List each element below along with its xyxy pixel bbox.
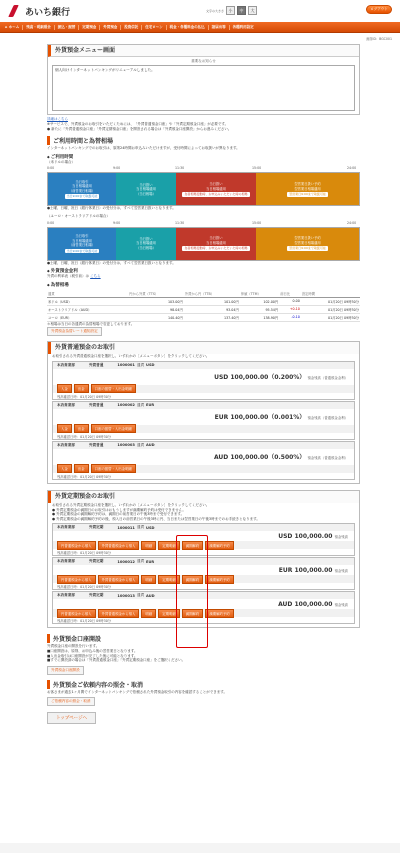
open-title: 外貨預金口座開設 [47, 634, 360, 643]
timeline-segment-2: 当日扱い 当日相場適用 （当日相場） [116, 173, 176, 205]
nav-settings[interactable]: 各種利用設定 [232, 24, 254, 29]
deposit-button[interactable]: 入金 [57, 384, 72, 393]
account-row: 本店営業部 外貨普通 1000001 通貨 USD [53, 362, 354, 369]
account-row: 本店営業部 外貨定期 1000011 通貨 USD [53, 524, 354, 531]
font-size-medium-button[interactable]: 中 [237, 6, 246, 15]
fees-line: 外貨の利率表（税引前）は こちら [47, 274, 101, 279]
time-detail-button[interactable]: 定期明細 [158, 541, 180, 550]
withdraw-button[interactable]: 出金 [74, 384, 89, 393]
menu-panel [47, 44, 360, 115]
timeline-segment-3: 当日扱い 当日相場適用 為替相場変動時、お申込みいただいた時の相場 [176, 173, 256, 205]
ordinary-panel [47, 341, 360, 484]
timeline-segment-1: 当日取引 当日相場適用 （前営業日相場） 当日9:00まで取扱可能 [48, 228, 116, 260]
rate-notification-button[interactable]: 外貨預金為替レート通知設定 [47, 327, 102, 336]
header [0, 0, 400, 22]
rates-table: 通貨 円から外貨（TTS） 外貨から円（TTB） 仲値（TTM） 前日比 設定時間 米ドル（USD） 103.00円 101.00円 102.00円 0.00 01月20日 09時30分 オーストラリアドル（AUD） 98.04円 93.04円 95.54円 +0.10 01月20日 09時30分 ユーロ（EUR） 140.40円 137.40円 138.90円 -0.10 01月20日 09時30分 [48, 291, 359, 320]
block1-label: （米ドルの場合） [47, 159, 75, 164]
account-card-aud [52, 441, 355, 480]
notice-head: 重要なお知らせ [191, 59, 216, 63]
table-row: 米ドル（USD） 103.00円 101.00円 102.00円 0.00 01月20日 09時30分 [48, 299, 359, 304]
account-row: 本店営業部 外貨普通 1000002 通貨 EUR [53, 402, 354, 409]
notice-text-2: ● 新たに「外貨普通預金口座」「外貨定期預金口座」を開設される場合は「外貨預金口座開設」からお進みください。 [47, 126, 232, 131]
highlight-box [176, 535, 208, 648]
balance-date: 残高確認日時：01月20日 09時30分 [53, 549, 354, 555]
balance-amount: USD 100,000.00 預金残高 [278, 532, 348, 540]
statement-button[interactable]: 口座の振替・入出金明細 [91, 424, 136, 433]
hours-title: ご利用時間と為替相場 [47, 136, 360, 145]
inquiry-title: 外貨預金ご依頼内容の照会・取消 [47, 680, 360, 689]
statement-button[interactable]: 口座の振替・入出金明細 [91, 464, 136, 473]
notice-box [52, 59, 355, 111]
global-nav [0, 22, 400, 33]
footer [0, 843, 400, 853]
balance-amount: EUR 100,000.00 預金残高 [278, 566, 348, 574]
deposit-from-fx-button[interactable]: 外貨普通預金から預入 [98, 575, 140, 584]
balance-date: 残高確認日時：01月20日 09時30分 [53, 473, 354, 479]
withdraw-button[interactable]: 出金 [74, 424, 89, 433]
timeline-eur-aud [47, 227, 360, 261]
account-row: 本店営業部 外貨普通 1000003 通貨 AUD [53, 442, 354, 449]
withdraw-button[interactable]: 出金 [74, 464, 89, 473]
balance-date: 残高確認日時：01月20日 09時30分 [53, 393, 354, 399]
nav-loan[interactable]: 住宅ローン [142, 25, 166, 30]
detail-button[interactable]: 明細 [141, 609, 156, 618]
nav-transfer[interactable]: 振込・振替 [55, 25, 80, 30]
deposit-from-yen-button[interactable]: 円普通預金から預入 [57, 541, 96, 550]
table-row: ユーロ（EUR） 140.40円 137.40円 138.90円 -0.10 01月20日 09時30分 [48, 315, 359, 320]
nav-notices[interactable]: 諸届出等 [209, 25, 230, 30]
open-account-button[interactable]: 外貨預金口座開設 [47, 666, 84, 675]
time-deposit-panel [47, 490, 360, 628]
font-size-switcher [206, 6, 257, 15]
fees-sub: ◆ 外貨預金金利 [47, 268, 360, 274]
rates-note: ＊相場は当日の各通貨の為替相場で変更しております。 [47, 321, 135, 326]
block2-times: 0:00 9:00 11:30 15:00 24:00 [47, 220, 357, 225]
maturity-cancel-button[interactable]: 満期解約 [182, 541, 204, 550]
block1-note: ●土曜、日曜、祝日（銀行休業日）の受付分は、すべて翌営業日扱いとなります。 [47, 206, 176, 211]
rates-sub: ◆ 為替相場 [47, 282, 360, 288]
balance-amount: EUR 100,000.00（0.001%） 預金残高（普通預金金利） [214, 414, 348, 422]
ordinary-title: 外貨普通預金のお取引 [48, 342, 359, 354]
font-size-small-button[interactable]: 小 [226, 6, 235, 15]
nav-investment[interactable]: 投資信託 [121, 25, 142, 30]
logo-mark-icon [8, 4, 22, 18]
account-row: 本店営業部 外貨定期 1000013 通貨 AUD [53, 592, 354, 599]
main-content [47, 44, 360, 724]
notice-area[interactable] [52, 65, 355, 111]
block2-note: ●土曜、日曜、祝日（銀行休業日）の受付分は、すべて翌営業日扱いとなります。 [47, 260, 176, 265]
inquiry-text: お客さまが過去1ヶ月間でインターネットバンキングで依頼された外貨預金取引の内容を確認することができます。 [47, 689, 227, 694]
balance-date: 残高確認日時：01月20日 09時30分 [53, 617, 354, 623]
nav-time-deposit[interactable]: 定期預金 [79, 25, 100, 30]
time-detail-button[interactable]: 定期明細 [158, 609, 180, 618]
logout-button[interactable]: ログアウト [366, 5, 392, 14]
deposit-button[interactable]: 入金 [57, 424, 72, 433]
maturity-cancel-button[interactable]: 満期解約 [182, 575, 204, 584]
top-page-button[interactable]: トップページへ [47, 712, 96, 724]
balance-amount: AUD 100,000.00（0.500%） 預金残高（普通預金金利） [213, 454, 348, 462]
timeline-segment-4: 翌営業日扱い予約 翌営業日相場適用 翌営業日9:00まで取扱可能 [256, 228, 359, 260]
time-detail-button[interactable]: 定期明細 [158, 575, 180, 584]
detail-button[interactable]: 明細 [141, 575, 156, 584]
deposit-button[interactable]: 入金 [57, 464, 72, 473]
bank-name: あいち銀行 [25, 7, 71, 18]
maturity-cancel-button[interactable]: 満期解約 [182, 609, 204, 618]
balance-amount: AUD 100,000.00 預金残高 [278, 600, 348, 608]
detail-button[interactable]: 明細 [141, 541, 156, 550]
notice-body: 個人向けインターネットバンキングがリニューアルしました。 [55, 68, 155, 72]
deposit-from-fx-button[interactable]: 外貨普通預金から預入 [98, 609, 140, 618]
nav-tax[interactable]: 税金・各種料金の払込 [167, 25, 209, 30]
inquiry-button[interactable]: ご依頼内容の照会・取消 [47, 697, 95, 706]
fees-link[interactable]: こちら [90, 274, 101, 279]
ordinary-text: お取引される外貨普通預金口座を選択し、いずれかの［メニューボタン］をクリックしてください。 [52, 354, 210, 359]
hours-sub: ◆ ご利用時間 [47, 154, 360, 160]
nav-foreign-deposit[interactable]: 外貨預金 [100, 25, 121, 30]
page-title: 外貨預金メニュー画面 [48, 45, 359, 57]
notice-detail-link[interactable]: 詳細はこちら [47, 117, 68, 121]
timeline-segment-3: 当日扱い 当日相場適用 為替相場変動時、お申込みいただいた時の相場 [176, 228, 256, 260]
timeline-segment-2: 当日扱い 当日相場適用 （当日相場） [116, 228, 176, 260]
timeline-usd [47, 172, 360, 206]
balance-date: 残高確認日時：01月20日 09時30分 [53, 583, 354, 589]
balance-date: 残高確認日時：01月20日 09時30分 [53, 433, 354, 439]
balance-amount: USD 100,000.00（0.200%） 預金残高（普通預金金利） [214, 374, 348, 382]
block2-label: （ユーロ・オーストラリアドルの場合） [47, 213, 110, 218]
nav-balance[interactable]: 残高・明細照会 [23, 25, 55, 30]
notice-text-1: ※サービスで、外貨預金のお取引をいただくためには、「外貨普通預金口座」や「外貨定期預金口座」が必要です。 [47, 122, 229, 126]
bank-logo[interactable] [8, 4, 70, 18]
deposit-from-yen-button[interactable]: 円普通預金から預入 [57, 609, 96, 618]
statement-button[interactable]: 口座の振替・入出金明細 [91, 384, 136, 393]
timeline-segment-4: 翌営業日扱い予約 翌営業日相場適用 翌営業日9:00まで取扱可能 [256, 173, 359, 205]
table-row: オーストラリアドル（AUD） 98.04円 93.04円 95.54円 +0.10 01月20日 09時30分 [48, 307, 359, 312]
hours-intro: インターネットバンキングでのお取引は、原則24時間お申込みいただけますが、受付時間によってお取扱いが異なります。 [47, 146, 240, 151]
time-dep-title: 外貨定期預金のお取引 [48, 491, 359, 503]
account-card-eur [52, 401, 355, 440]
nav-home[interactable]: ⌂ ホーム [2, 25, 23, 30]
maturity-reserve-button[interactable]: 満期解約予約 [205, 575, 233, 584]
maturity-reserve-button[interactable]: 満期解約予約 [205, 609, 233, 618]
time-dep-text: お取引される外貨定期預金口座を選択し、いずれかの［メニューボタン］をクリックしてください。 ● 外貨定期預金の満期日のお取引はおもうしますが満期解約予約は受付できません。 ● 外貨定期預金の満期解約予約は、満期日の前営業日の午後3時まで受付できます。 ● 外貨定期預金の満期解約予約の後、預入日の前営業日の午後3時に円、当日または翌営業日の午後3時までのお手続きとなります。 [52, 502, 260, 521]
account-row: 本店営業部 外貨定期 1000012 通貨 EUR [53, 558, 354, 565]
deposit-from-yen-button[interactable]: 円普通預金から預入 [57, 575, 96, 584]
deposit-from-fx-button[interactable]: 外貨普通預金から預入 [98, 541, 140, 550]
block1-times: 0:00 9:00 11:30 15:00 24:00 [47, 166, 357, 171]
open-text: 外貨預金口座の開設を行います。 ■口座開設は、原則、お申込み後の翌営業日となります。 ■入出金取引は口座開設が完了した後に可能となります。 ■すでに開設済の場合は「外貨普通預金口座」「外貨定期預金口座」をご選択ください。 [47, 644, 186, 663]
account-card-usd [52, 361, 355, 400]
page-id: 画面ID：BGC001 [366, 37, 392, 41]
font-size-label: 文字の大きさ [206, 8, 225, 13]
timeline-segment-1: 当日取引 当日相場適用 （前営業日相場） 当日9:00まで取扱可能 [48, 173, 116, 205]
font-size-large-button[interactable]: 大 [248, 6, 257, 15]
maturity-reserve-button[interactable]: 満期解約予約 [205, 541, 233, 550]
